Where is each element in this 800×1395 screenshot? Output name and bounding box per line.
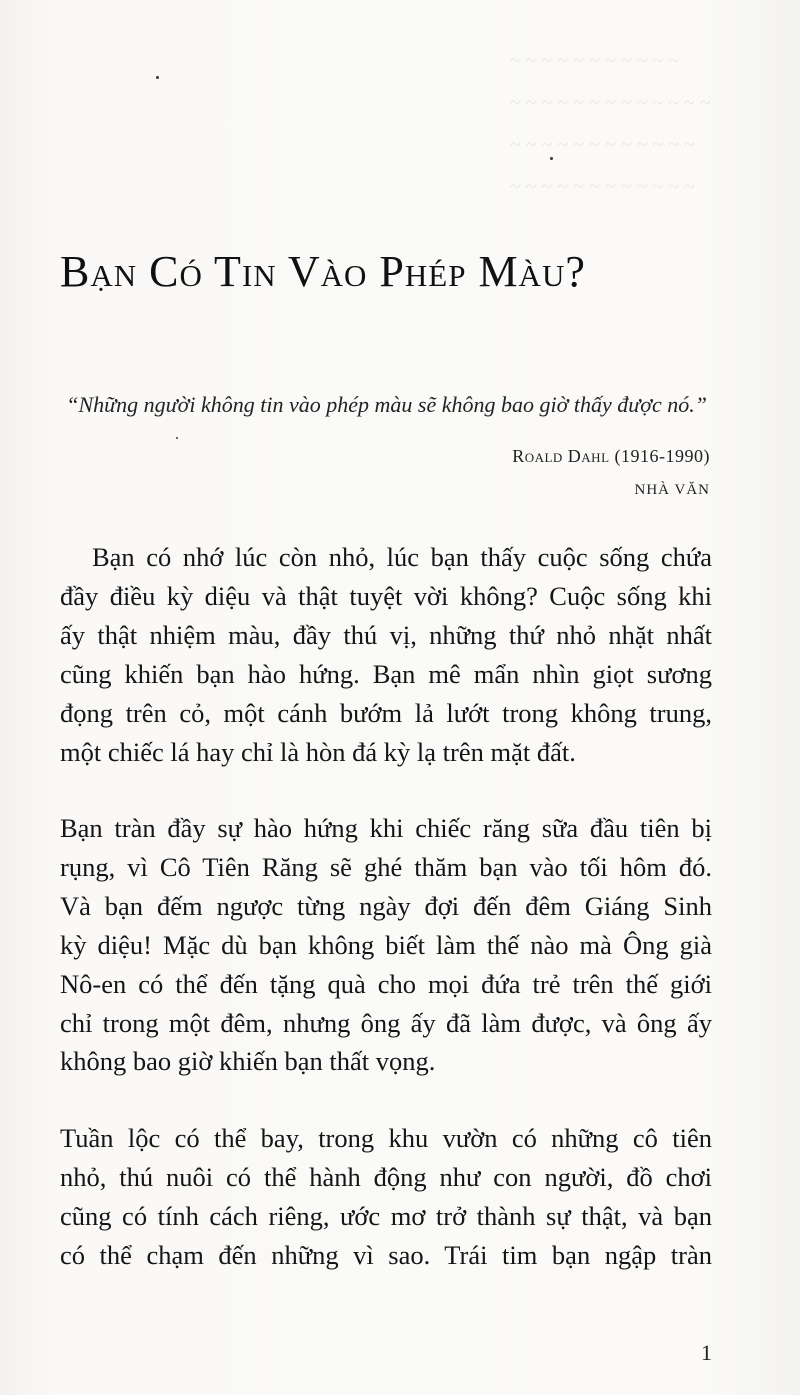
- text-line: Và bạn đếm ngược từng ngày đợi đến đêm Giáng Sinh: [60, 890, 712, 921]
- text-line: Bạn tràn đầy sự hào hứng khi chiếc răng sữa đầu tiên bị: [60, 813, 712, 843]
- text-line: không bao giờ khiến bạn thất vọng.: [60, 1046, 436, 1077]
- text-line: đầy điều kỳ diệu và thật tuyệt vời không? Cuộc sống khi: [60, 580, 712, 611]
- epigraph-author-role: NHÀ VĂN: [634, 482, 710, 498]
- epigraph-quote: “Những người không tin vào phép màu sẽ không bao giờ thấy được nó.”: [66, 392, 707, 417]
- text-line: ấy thật nhiệm màu, đầy thú vị, những thứ nhỏ nhặt nhất: [60, 619, 712, 650]
- paragraph-2: [60, 809, 712, 1081]
- text-line: đọng trên cỏ, một cánh bướm lả lướt trong không trung,: [60, 697, 712, 728]
- text-line: kỳ diệu! Mặc dù bạn không biết làm thế nào mà Ông già: [60, 929, 712, 960]
- text-line: rụng, vì Cô Tiên Răng sẽ ghé thăm bạn vào tối hôm đó.: [60, 851, 712, 882]
- page-number: 1: [701, 1340, 712, 1365]
- text-line: cũng khiến bạn hào hứng. Bạn mê mẩn nhìn giọt sương: [60, 658, 712, 689]
- ink-speck: [550, 157, 553, 160]
- ink-speck: [156, 76, 159, 79]
- chapter-title: Bạn Có Tin Vào Phép Màu?: [60, 247, 586, 296]
- paragraph-1: [60, 538, 712, 771]
- ink-speck: [176, 437, 178, 439]
- paragraph-3: [60, 1119, 712, 1275]
- epigraph-author: Roald Dahl (1916-1990): [512, 446, 710, 466]
- show-through-text: ~ ~ ~ ~ ~ ~ ~ ~ ~ ~ ~ ~ ~ ~ ~ ~ ~ ~ ~ ~ ~ ~ ~ ~ ~ ~ ~ ~ ~ ~ ~ ~ ~ ~ ~ ~ ~ ~ ~ ~ ~ ~ ~ ~ ~ ~ ~ ~: [510, 50, 711, 198]
- text-line: Bạn có nhớ lúc còn nhỏ, lúc bạn thấy cuộc sống chứa: [92, 542, 712, 572]
- text-line: một chiếc lá hay chỉ là hòn đá kỳ lạ trên mặt đất.: [60, 736, 576, 767]
- text-line: nhỏ, thú nuôi có thể hành động như con người, đồ chơi: [60, 1161, 712, 1192]
- text-line: có thể chạm đến những vì sao. Trái tim bạn ngập tràn: [60, 1239, 712, 1270]
- text-line: Tuần lộc có thể bay, trong khu vườn có những cô tiên: [60, 1123, 712, 1153]
- text-line: Nô-en có thể đến tặng quà cho mọi đứa trẻ trên thế giới: [60, 968, 712, 999]
- text-line: chỉ trong một đêm, nhưng ông ấy đã làm được, và ông ấy: [60, 1007, 712, 1038]
- text-line: cũng có tính cách riêng, ước mơ trở thành sự thật, và bạn: [60, 1200, 712, 1231]
